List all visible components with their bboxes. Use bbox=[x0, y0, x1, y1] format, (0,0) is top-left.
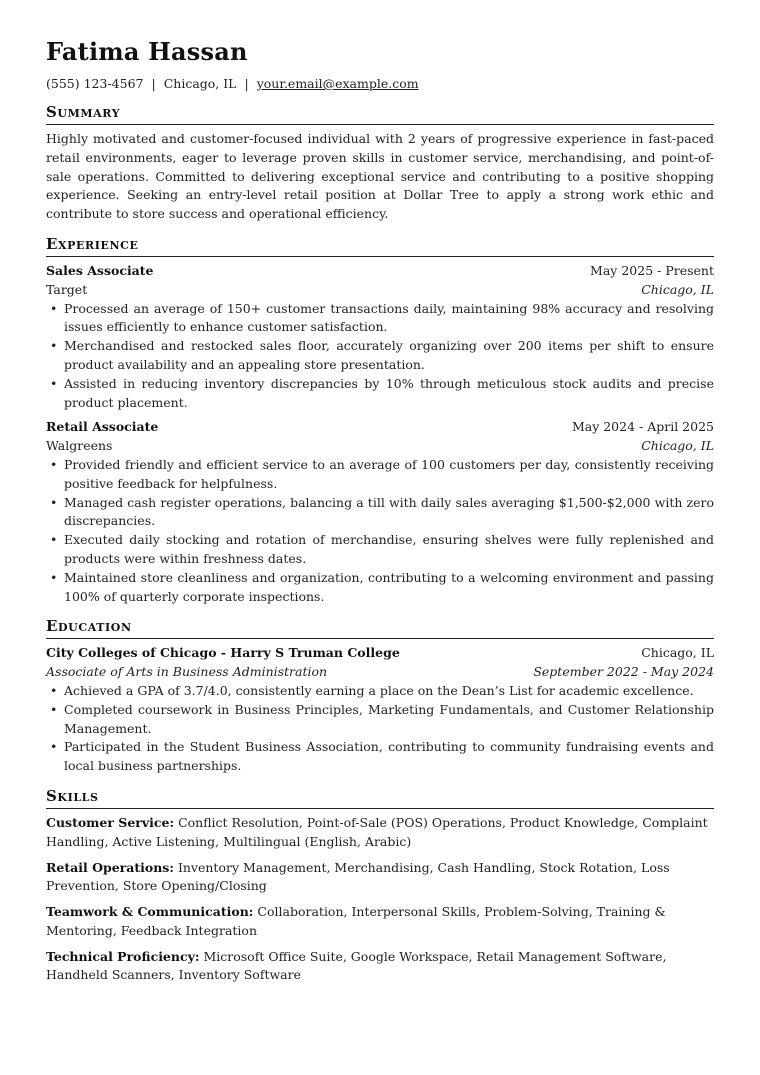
candidate-name: Fatima Hassan bbox=[46, 37, 248, 66]
list-item: • Managed cash register operations, balancing a till with daily sales averaging $1,500-$2,000 with zero discrepancies. bbox=[46, 494, 714, 532]
list-item: • Completed coursework in Business Principles, Marketing Fundamentals, and Customer Relationship Management. bbox=[46, 701, 714, 739]
job-role: Sales Associate bbox=[46, 262, 154, 278]
list-item: • Maintained store cleanliness and organization, contributing to a welcoming environment and passing 100% of quarterly corporate inspections. bbox=[46, 569, 714, 607]
contact-line bbox=[46, 76, 714, 92]
skill-group bbox=[46, 859, 714, 897]
skill-text: Collaboration, Interpersonal Skills, Problem-Solving, Training & Mentoring, Feedback Integration bbox=[46, 904, 666, 938]
job-company: Target bbox=[46, 281, 88, 297]
skill-label: Technical Proficiency: bbox=[46, 948, 200, 964]
skill-text: Conflict Resolution, Point-of-Sale (POS) Operations, Product Knowledge, Complaint Handling, Active Listening, Multilingual (English, Arabic) bbox=[46, 814, 708, 849]
section-title-education: Education bbox=[46, 616, 714, 639]
job-bullets bbox=[46, 300, 714, 413]
education-bullets bbox=[46, 682, 714, 776]
skill-label: Retail Operations: bbox=[46, 859, 174, 875]
job-header bbox=[46, 418, 714, 437]
skill-label: Customer Service: bbox=[46, 814, 175, 830]
skill-label: Teamwork & Communication: bbox=[46, 904, 254, 920]
skill-group bbox=[46, 948, 714, 986]
education-section bbox=[46, 616, 714, 776]
list-item: • Participated in the Student Business Association, contributing to community fundraising events and local business partnerships. bbox=[46, 738, 714, 776]
school-header bbox=[46, 644, 714, 663]
education-entry bbox=[46, 644, 714, 776]
skill-group bbox=[46, 814, 714, 852]
section-title-skills: Skills bbox=[46, 786, 714, 809]
section-title-experience: Experience bbox=[46, 234, 714, 257]
job-role: Retail Associate bbox=[46, 419, 159, 435]
list-item: • Provided friendly and efficient service to an average of 100 customers per day, consistently receiving positive feedback for helpfulness. bbox=[46, 456, 714, 494]
job-location: Chicago, IL bbox=[641, 438, 714, 454]
skill-group bbox=[46, 903, 714, 941]
job-header bbox=[46, 262, 714, 281]
job-subheader bbox=[46, 437, 714, 456]
degree-dates: September 2022 - May 2024 bbox=[533, 664, 714, 680]
experience-entry bbox=[46, 262, 714, 412]
list-item: • Achieved a GPA of 3.7/4.0, consistently earning a place on the Dean’s List for academic excellence. bbox=[46, 682, 714, 701]
experience-entry bbox=[46, 418, 714, 606]
resume-header bbox=[46, 36, 714, 92]
job-dates: May 2024 - April 2025 bbox=[571, 419, 714, 435]
section-title-summary: Summary bbox=[46, 102, 714, 125]
skill-text: Microsoft Office Suite, Google Workspace, Retail Management Software, Handheld Scanners, Inventory Software bbox=[46, 948, 667, 983]
job-location: Chicago, IL bbox=[641, 281, 714, 297]
job-company: Walgreens bbox=[46, 438, 113, 454]
skills-section bbox=[46, 786, 714, 985]
summary-text: Highly motivated and customer-focused individual with 2 years of progressive experience in fast-paced retail environments, eager to leverage proven skills in customer service, merchandising, and point-of-sale operations. Committed to delivering exceptional service and contributing to a positive shopping experience. Seeking an entry-level retail position at Dollar Tree to apply a strong work ethic and contribute to store success and operational efficiency. bbox=[46, 131, 714, 222]
school-name: City Colleges of Chicago - Harry S Truman College bbox=[46, 645, 400, 661]
location: Chicago, IL bbox=[163, 76, 237, 91]
job-subheader bbox=[46, 281, 714, 300]
degree-line bbox=[46, 663, 714, 682]
job-dates: May 2025 - Present bbox=[590, 262, 714, 278]
school-location: Chicago, IL bbox=[641, 645, 714, 661]
skill-text: Inventory Management, Merchandising, Cash Handling, Stock Rotation, Loss Prevention, Store Opening/Closing bbox=[46, 859, 670, 894]
list-item: • Processed an average of 150+ customer transactions daily, maintaining 98% accuracy and resolving issues efficiently to enhance customer satisfaction. bbox=[46, 300, 714, 338]
summary-section bbox=[46, 102, 714, 224]
contact-separator: | bbox=[244, 76, 249, 91]
email-link[interactable]: your.email@example.com bbox=[256, 76, 419, 91]
experience-section bbox=[46, 234, 714, 606]
list-item: • Assisted in reducing inventory discrepancies by 10% through meticulous stock audits and precise product placement. bbox=[46, 375, 714, 413]
degree-name: Associate of Arts in Business Administration bbox=[46, 664, 328, 680]
phone-number: (555) 123-4567 bbox=[46, 76, 144, 91]
list-item: • Merchandised and restocked sales floor, accurately organizing over 200 items per shift to ensure product availability and an appealing store presentation. bbox=[46, 337, 714, 375]
contact-separator: | bbox=[151, 76, 156, 91]
list-item: • Executed daily stocking and rotation of merchandise, ensuring shelves were fully replenished and products were within freshness dates. bbox=[46, 531, 714, 569]
job-bullets bbox=[46, 456, 714, 606]
